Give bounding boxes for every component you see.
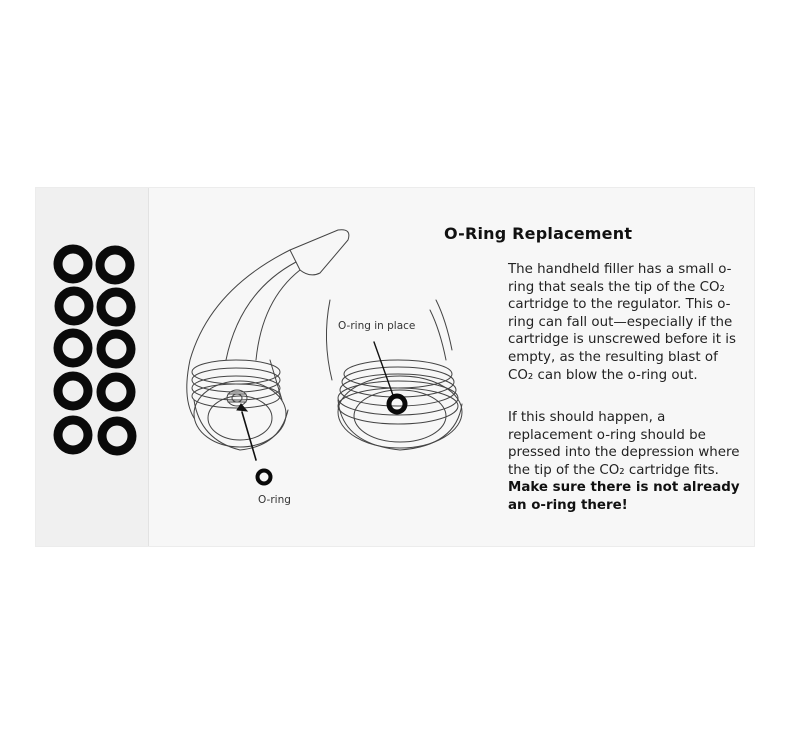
loose-o-ring-icon <box>258 471 271 484</box>
paragraph-1: The handheld filler has a small o-ring that seals the tip of the CO₂ cartridge to the regulator. This o-ring can fall out—especially if the cartridge is unscrewed before it is empty, as the resulting blast of CO₂ can blow the o-ring out. <box>508 262 736 383</box>
o-ring-in-place-label: O-ring in place <box>338 320 416 332</box>
paragraph-2-warning: Make sure there is not already an o-ring there! <box>508 480 740 513</box>
o-ring-label: O-ring <box>258 494 291 506</box>
seated-o-ring-icon <box>389 396 405 412</box>
page-title: O-Ring Replacement <box>444 224 633 243</box>
paragraph-2 <box>508 409 744 515</box>
paragraph-2-text: If this should happen, a replacement o-ring should be pressed into the depression where the tip of the CO₂ cartridge fits. <box>508 410 740 478</box>
filler-side-view <box>187 230 349 460</box>
